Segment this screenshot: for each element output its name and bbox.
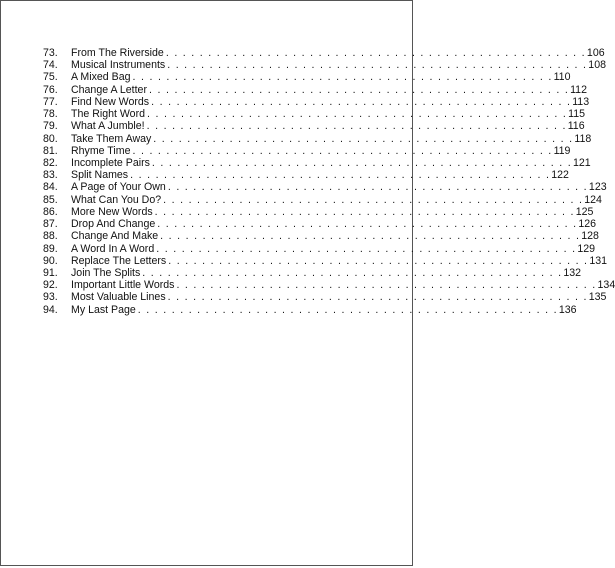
- entry-title: A Page of Your Own: [71, 181, 166, 194]
- entry-title: A Mixed Bag: [71, 71, 131, 84]
- dot-leader: . . . . . . . . . . . . . . . . . . . . . . . . . . . . . . . . . . . . . . . . . . . . . . . . . .: [132, 71, 553, 84]
- entry-number: 92.: [43, 279, 58, 292]
- toc-entry: [43, 205, 594, 218]
- entry-page-number: 121: [573, 156, 591, 169]
- entry-page-number: 116: [567, 120, 585, 133]
- toc-entry: [43, 83, 587, 96]
- entry-page-number: 124: [584, 193, 602, 206]
- entry-number: 83.: [43, 169, 58, 182]
- entry-number: 76.: [43, 83, 58, 96]
- toc-entry: [43, 120, 585, 133]
- toc-entry: [43, 291, 607, 304]
- toc-entry: [43, 47, 605, 59]
- entry-number: 93.: [43, 291, 58, 304]
- entry-title: More New Words: [71, 205, 153, 218]
- dot-leader: . . . . . . . . . . . . . . . . . . . . . . . . . . . . . . . . . . . . . . . . . . . . . . . . . .: [160, 230, 581, 243]
- dot-leader: . . . . . . . . . . . . . . . . . . . . . . . . . . . . . . . . . . . . . . . . . . . . . . . . . .: [153, 132, 574, 145]
- toc-entry: [43, 169, 569, 182]
- entry-page-number: 106: [586, 47, 605, 59]
- entry-number: 79.: [43, 120, 58, 133]
- entry-title: Most Valuable Lines: [71, 291, 166, 304]
- toc-entry: [43, 266, 582, 279]
- toc-entry: [43, 59, 606, 72]
- dot-leader: . . . . . . . . . . . . . . . . . . . . . . . . . . . . . . . . . . . . . . . . . . . . . . . . . .: [130, 169, 551, 182]
- entry-page-number: 132: [563, 266, 582, 279]
- entry-title: Take Them Away: [71, 132, 152, 145]
- toc-entry: [43, 108, 585, 121]
- entry-page-number: 129: [577, 242, 596, 255]
- table-of-contents: [43, 47, 615, 316]
- entry-title: Find New Words: [71, 95, 150, 108]
- entry-title: Important Little Words: [71, 279, 175, 292]
- entry-number: 74.: [43, 59, 58, 72]
- toc-entry: [43, 132, 592, 145]
- entry-page-number: 128: [581, 230, 599, 243]
- dot-leader: . . . . . . . . . . . . . . . . . . . . . . . . . . . . . . . . . . . . . . . . . . . . . . . . . .: [176, 279, 597, 292]
- entry-page-number: 125: [575, 205, 594, 218]
- dot-leader: . . . . . . . . . . . . . . . . . . . . . . . . . . . . . . . . . . . . . . . . . . . . . . . . . .: [168, 254, 589, 267]
- entry-number: 73.: [43, 47, 58, 59]
- entry-page-number: 135: [588, 291, 607, 304]
- entry-page-number: 136: [558, 303, 577, 316]
- dot-leader: . . . . . . . . . . . . . . . . . . . . . . . . . . . . . . . . . . . . . . . . . . . . . . . . . .: [154, 205, 575, 218]
- entry-title: A Word In A Word: [71, 242, 155, 255]
- entry-number: 81.: [43, 144, 58, 157]
- entry-page-number: 115: [568, 108, 585, 121]
- entry-number: 77.: [43, 95, 58, 108]
- dot-leader: . . . . . . . . . . . . . . . . . . . . . . . . . . . . . . . . . . . . . . . . . . . . . . . . . .: [148, 83, 570, 96]
- entry-title: Change And Make: [71, 230, 159, 243]
- dot-leader: . . . . . . . . . . . . . . . . . . . . . . . . . . . . . . . . . . . . . . . . . . . . . . . . . .: [156, 242, 577, 255]
- toc-entry: [43, 218, 597, 231]
- toc-entry: [43, 71, 571, 84]
- entry-title: Split Names: [71, 169, 129, 182]
- entry-number: 87.: [43, 218, 58, 231]
- entry-page-number: 112: [570, 83, 587, 96]
- entry-number: 78.: [43, 108, 58, 121]
- toc-entry: [43, 181, 607, 194]
- toc-entry: [43, 279, 615, 292]
- entry-title: What Can You Do?: [71, 193, 162, 206]
- entry-page-number: 119: [553, 144, 571, 157]
- dot-leader: . . . . . . . . . . . . . . . . . . . . . . . . . . . . . . . . . . . . . . . . . . . . . . . . . .: [167, 181, 588, 194]
- entry-number: 80.: [43, 132, 58, 145]
- entry-number: 82.: [43, 156, 58, 169]
- toc-entry: [43, 303, 577, 316]
- dot-leader: . . . . . . . . . . . . . . . . . . . . . . . . . . . . . . . . . . . . . . . . . . . . . . . . . .: [151, 95, 572, 108]
- entry-title: What A Jumble!: [71, 120, 145, 133]
- entry-title: From The Riverside: [71, 47, 164, 59]
- entry-page-number: 126: [578, 218, 597, 231]
- entry-number: 88.: [43, 230, 58, 243]
- dot-leader: . . . . . . . . . . . . . . . . . . . . . . . . . . . . . . . . . . . . . . . . . . . . . . . . . .: [151, 156, 572, 169]
- entry-page-number: 113: [572, 95, 590, 108]
- entry-page-number: 131: [589, 254, 607, 267]
- entry-number: 84.: [43, 181, 58, 194]
- entry-page-number: 122: [551, 169, 569, 182]
- entry-number: 75.: [43, 71, 58, 84]
- entry-title: Change A Letter: [71, 83, 147, 96]
- dot-leader: . . . . . . . . . . . . . . . . . . . . . . . . . . . . . . . . . . . . . . . . . . . . . . . . . .: [157, 218, 578, 231]
- dot-leader: . . . . . . . . . . . . . . . . . . . . . . . . . . . . . . . . . . . . . . . . . . . . . . . . . .: [147, 108, 568, 121]
- dot-leader: . . . . . . . . . . . . . . . . . . . . . . . . . . . . . . . . . . . . . . . . . . . . . . . . . .: [167, 291, 588, 304]
- toc-entry: [43, 242, 596, 255]
- entry-title: My Last Page: [71, 303, 136, 316]
- dot-leader: . . . . . . . . . . . . . . . . . . . . . . . . . . . . . . . . . . . . . . . . . . . . . . . . . .: [167, 59, 588, 72]
- entry-title: Rhyme Time: [71, 144, 131, 157]
- entry-number: 86.: [43, 205, 58, 218]
- entry-number: 94.: [43, 303, 58, 316]
- entry-page-number: 110: [553, 71, 571, 84]
- dot-leader: . . . . . . . . . . . . . . . . . . . . . . . . . . . . . . . . . . . . . . . . . . . . . . . . . .: [137, 303, 558, 316]
- entry-title: Join The Splits: [71, 266, 141, 279]
- entry-page-number: 118: [574, 132, 592, 145]
- toc-entry: [43, 95, 590, 108]
- entry-title: Incomplete Pairs: [71, 156, 150, 169]
- toc-entry: [43, 144, 571, 157]
- dot-leader: . . . . . . . . . . . . . . . . . . . . . . . . . . . . . . . . . . . . . . . . . . . . . . . . . .: [146, 120, 567, 133]
- entry-page-number: 123: [588, 181, 607, 194]
- dot-leader: . . . . . . . . . . . . . . . . . . . . . . . . . . . . . . . . . . . . . . . . . . . . . . . . . .: [165, 47, 586, 59]
- toc-entry: [43, 193, 602, 206]
- toc-entry: [43, 230, 599, 243]
- entry-title: Drop And Change: [71, 218, 156, 231]
- toc-entry: [43, 156, 591, 169]
- entry-title: Musical Instruments: [71, 59, 166, 72]
- entry-number: 89.: [43, 242, 58, 255]
- entry-page-number: 134: [597, 279, 615, 292]
- entry-title: The Right Word: [71, 108, 145, 121]
- entry-number: 85.: [43, 193, 58, 206]
- entry-page-number: 108: [588, 59, 606, 72]
- toc-entry: [43, 254, 607, 267]
- entry-title: Replace The Letters: [71, 254, 167, 267]
- dot-leader: . . . . . . . . . . . . . . . . . . . . . . . . . . . . . . . . . . . . . . . . . . . . . . . . . .: [142, 266, 563, 279]
- entry-number: 90.: [43, 254, 58, 267]
- dot-leader: . . . . . . . . . . . . . . . . . . . . . . . . . . . . . . . . . . . . . . . . . . . . . . . . . .: [132, 144, 553, 157]
- dot-leader: . . . . . . . . . . . . . . . . . . . . . . . . . . . . . . . . . . . . . . . . . . . . . . . . . .: [163, 193, 584, 206]
- entry-number: 91.: [43, 266, 58, 279]
